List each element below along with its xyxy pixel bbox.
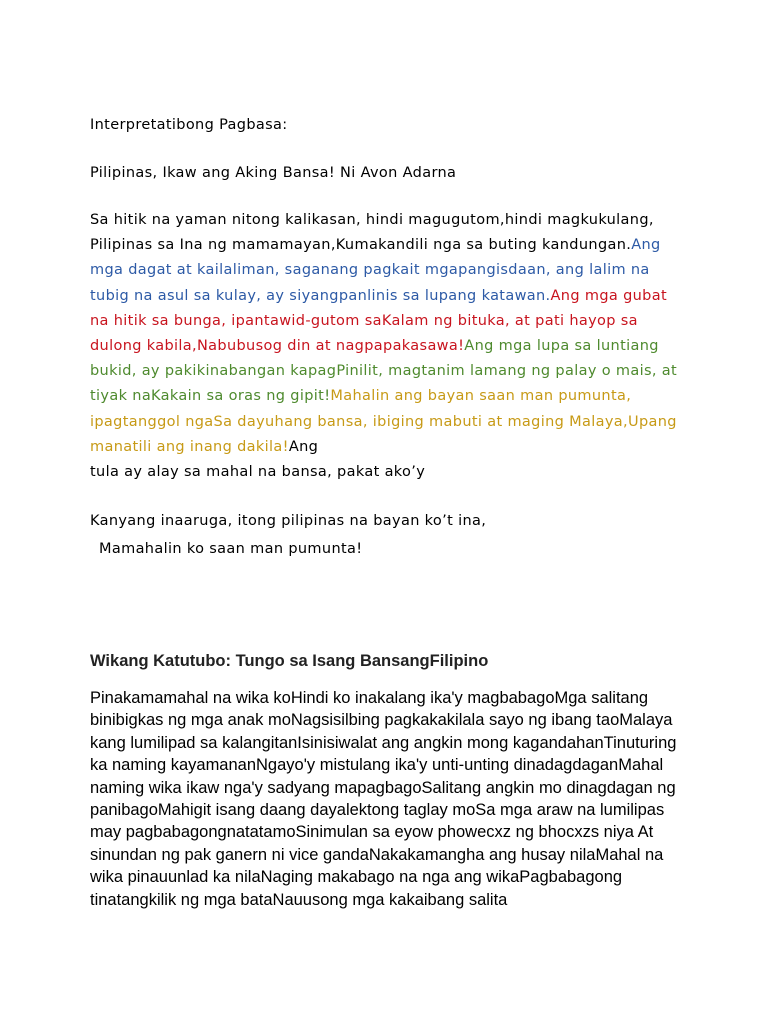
poem-section [90, 112, 690, 563]
essay-body: Pinakamamahal na wika koHindi ko inakalang ika'y magbabagoMga salitang binibigkas ng mga anak moNagsisilbing pagkakakilala sayo ng ibang taoMalaya kang lumilipad sa kalangitanIsinisiwalat ang angkin mong kagandahanTinuturing ka naming kayamananNgayo'y mistulang ika'y unti-unting dinadagdaganMahal naming wika ikaw nga'y sadyang mapagbagoSalitang angkin mo dinagdagan ng panibagoMahigit isang daang dayalektong taglay moSa mga araw na lumilipas may pagbabagongnatatamoSinimulan sa eyow phowecxz ng bhocxzs niya At sinundan ng pak ganern ni vice gandaNakakamangha ang husay nilaMahal na wika pinauunlad ka nilaNaging makabago na nga ang wikaPagbabagong tinatangkilik ng mga bataNauusong mga kakaibang salita [90, 689, 677, 909]
essay-section [90, 634, 690, 928]
poem-paragraph [90, 208, 690, 485]
spacer [90, 186, 690, 208]
poem-segment-gold: Mahalin ang bayan saan man pumunta, ipagtanggol ngaSa dayuhang bansa, ibiging mabuti at maging Malaya,Upang manatili ang inang dakila! [90, 388, 677, 455]
poem-segment-green: Ang mga lupa sa luntiang bukid, ay pakikinabangan kapagPinilit, magtanim lamang ng palay o mais, at tiyak naKakain sa oras ng gipit! [90, 338, 678, 405]
poem-segment-red: Ang mga gubat na hitik sa bunga, ipantawid-gutom saKalam ng bituka, at pati hayop sa dulong kabila,Nabubusog din at nagpapakasawa! [90, 287, 667, 355]
poem-segment-black: Sa hitik na yaman nitong kalikasan, hindi magugutom,hindi magkukulang, Pilipinas sa Ina ng mamamayan,Kumakandili nga sa buting kandungan. [90, 212, 654, 254]
spacer [90, 485, 690, 507]
poem-title: Pilipinas, Ikaw ang Aking Bansa! Ni Avon Adarna [90, 165, 457, 181]
closing-line-1: Kanyang inaaruga, itong pilipinas na bayan ko’t ina, [90, 513, 487, 530]
essay-title: Wikang Katutubo: Tungo sa Isang BansangFilipino [90, 651, 489, 670]
spacer [90, 138, 690, 160]
interpretive-heading: Interpretatibong Pagbasa: [90, 117, 288, 133]
poem-segment-black-end: Ang [288, 438, 319, 455]
poem-segment-blue: Ang mga dagat at kailaliman, saganang pagkait mgapangisdaan, ang lalim na tubig na asul sa kulay, ay siyangpanlinis sa lupang katawan. [90, 237, 661, 304]
closing-line-2-wrap [90, 535, 690, 563]
closing-line-2: Mamahalin ko saan man pumunta! [99, 541, 363, 558]
poem-paragraph-continuation: tula ay alay sa mahal na bansa, pakat ako’y [90, 464, 426, 481]
